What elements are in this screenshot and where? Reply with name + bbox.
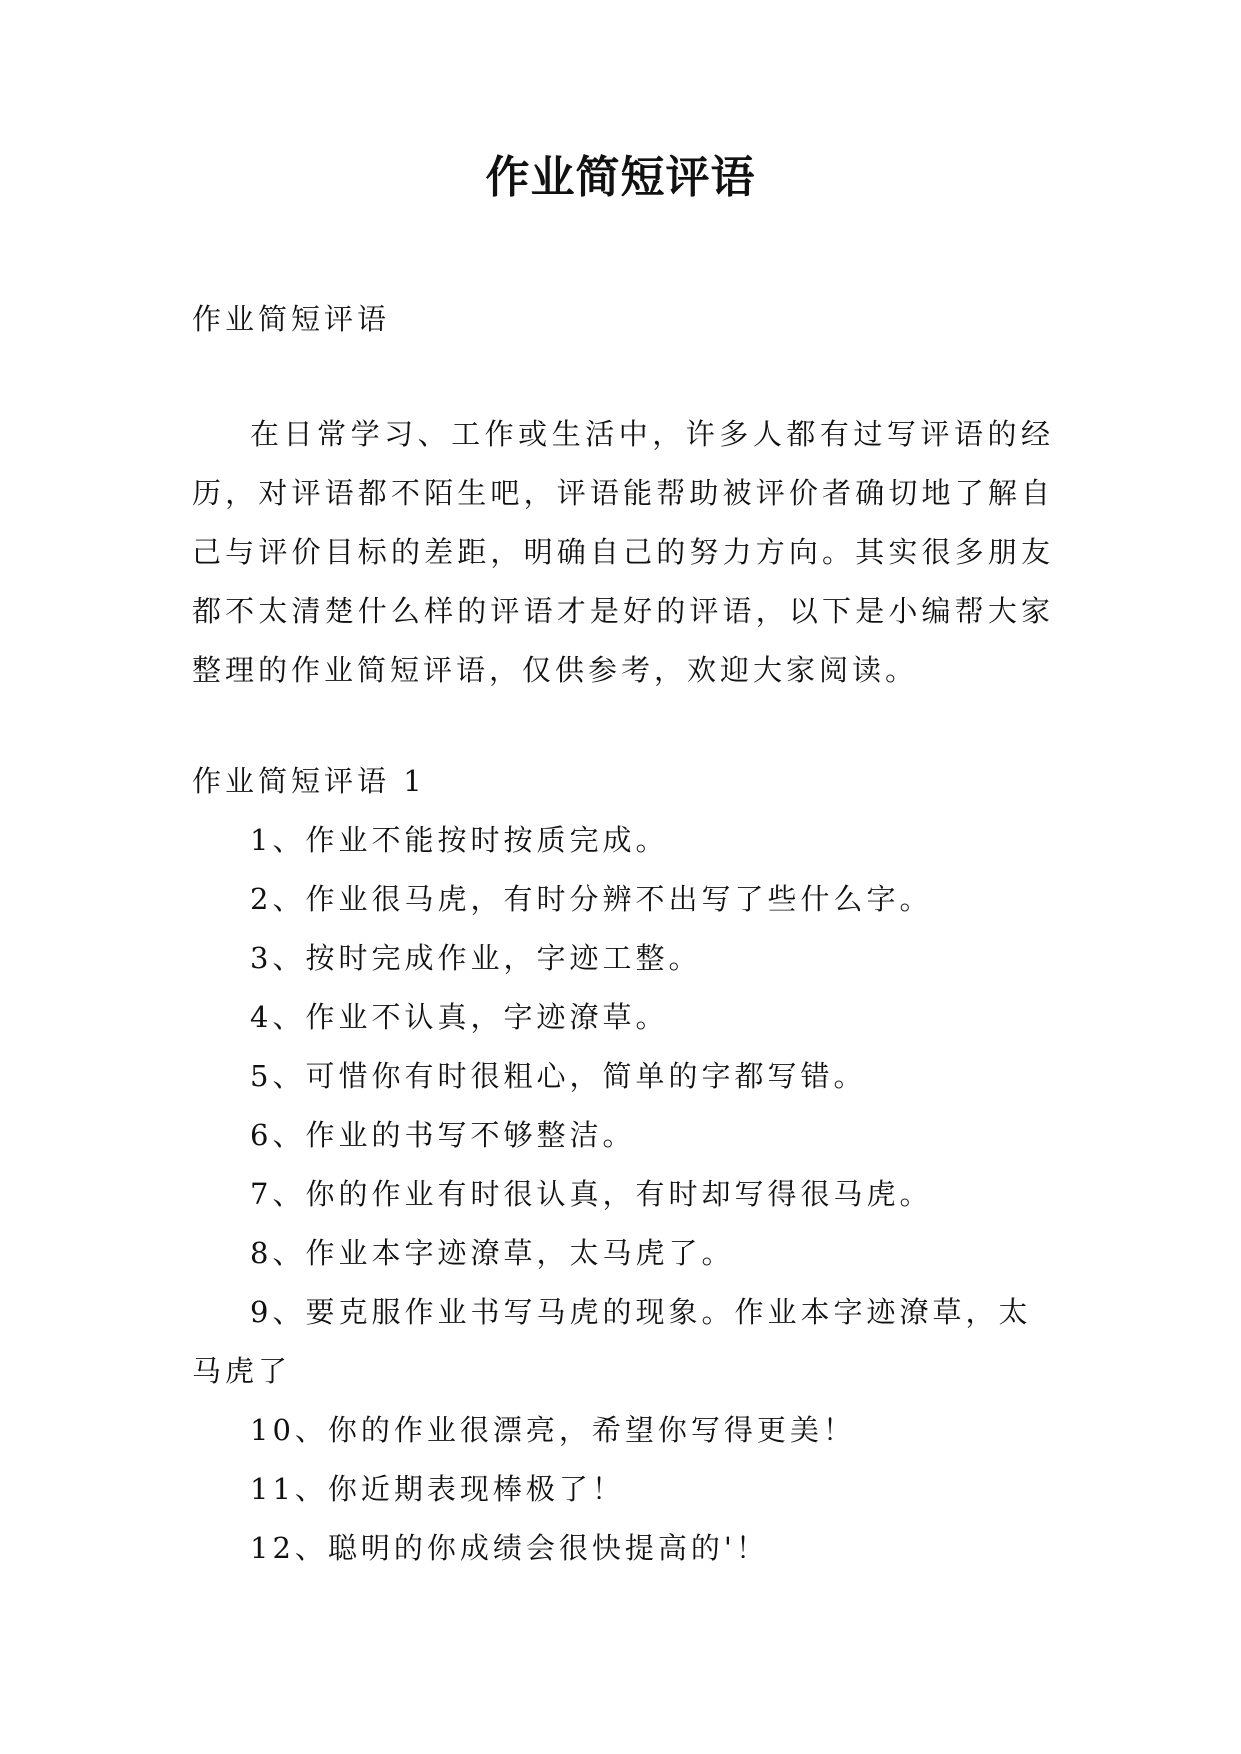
intro-paragraph: 在日常学习、工作或生活中，许多人都有过写评语的经历，对评语都不陌生吧，评语能帮助被评价者确切地了解自己与评价目标的差距，明确自己的努力方向。其实很多朋友都不太清楚什么样的评语才是好的评语，以下是小编帮大家整理的作业简短评语，仅供参考，欢迎大家阅读。	[192, 417, 1054, 687]
list-item: 10、你的作业很漂亮，希望你写得更美！	[250, 1413, 856, 1447]
list-item: 9、要克服作业书写马虎的现象。作业本字迹潦草，太马虎了	[192, 1295, 1032, 1388]
list-item: 3、按时完成作业，字迹工整。	[250, 941, 702, 975]
list-item: 6、作业的书写不够整洁。	[250, 1118, 636, 1152]
document-body	[192, 290, 1054, 1578]
list-item: 1、作业不能按时按质完成。	[250, 823, 669, 857]
list-item: 12、聪明的你成绩会很快提高的'！	[250, 1531, 769, 1565]
list-item: 11、你近期表现棒极了！	[250, 1472, 625, 1506]
document-title: 作业简短评语	[485, 152, 756, 203]
list-item: 8、作业本字迹潦草，太马虎了。	[250, 1236, 735, 1270]
document-subtitle: 作业简短评语	[192, 302, 391, 336]
list-item: 4、作业不认真，字迹潦草。	[250, 1000, 669, 1034]
section-heading: 作业简短评语 1	[192, 764, 426, 798]
list-item: 5、可惜你有时很粗心，简单的字都写错。	[250, 1059, 867, 1093]
list-item: 2、作业很马虎，有时分辨不出写了些什么字。	[250, 882, 933, 916]
list-item: 7、你的作业有时很认真，有时却写得很马虎。	[250, 1177, 933, 1211]
